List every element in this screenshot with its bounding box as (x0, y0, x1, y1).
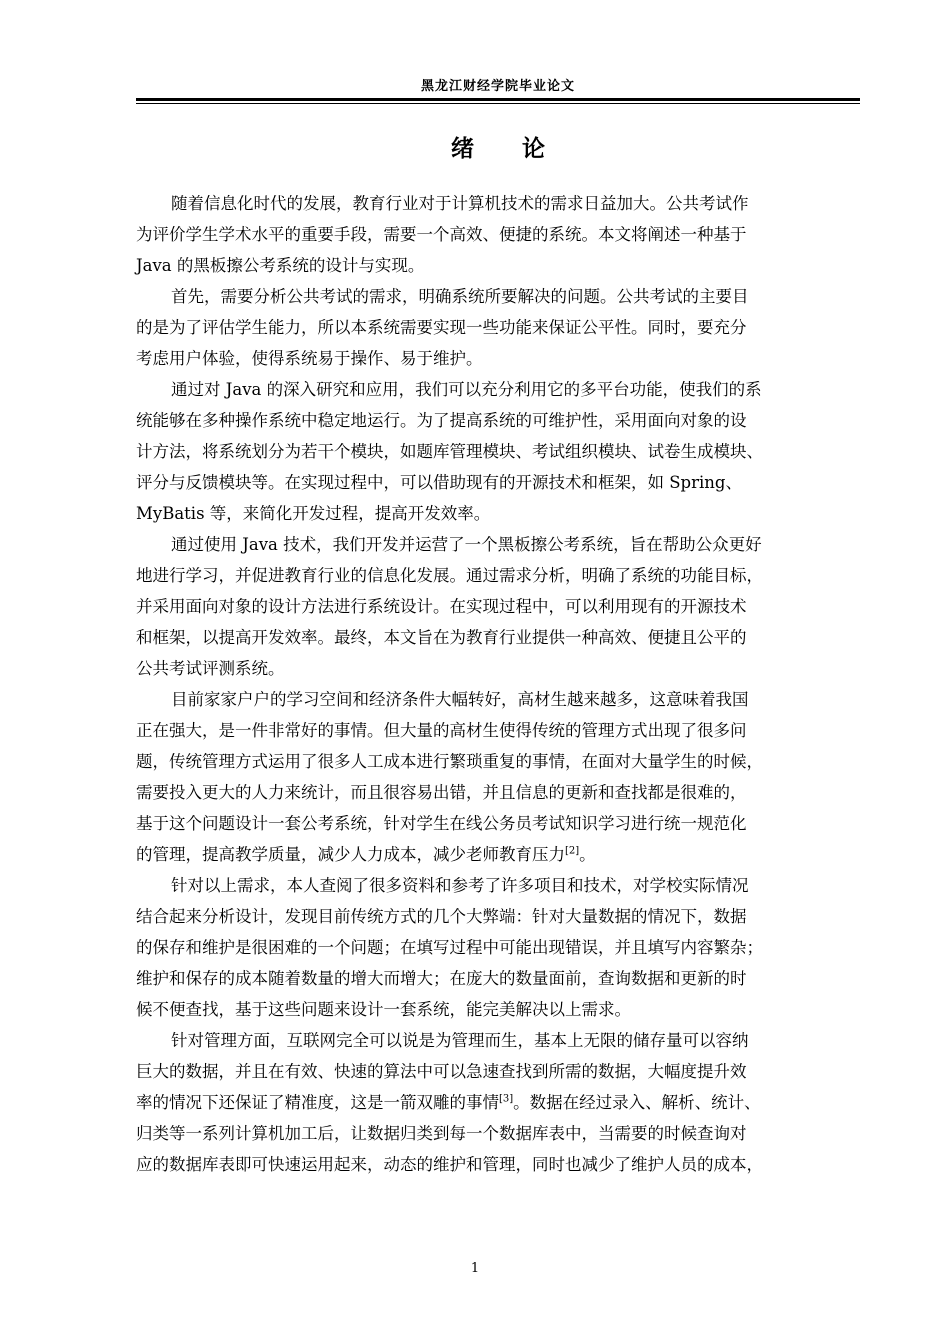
text-segment: 的管理，提高教学质量，减少人力成本，减少老师教育压力 (136, 845, 565, 864)
text-line: 候不便查找，基于这些问题来设计一套系统，能完美解决以上需求。 (136, 1000, 631, 1019)
citation-ref: [3] (499, 1093, 514, 1105)
text-line: 需要投入更大的人力来统计，而且很容易出错，并且信息的更新和查找都是很难的， (136, 783, 747, 802)
text-line: 题，传统管理方式运用了很多人工成本进行繁琐重复的事情，在面对大量学生的时候， (136, 752, 763, 771)
text-line: 随着信息化时代的发展，教育行业对于计算机技术的需求日益加大。公共考试作 (171, 194, 749, 213)
page-header: 黑龙江财经学院毕业论文 (420, 79, 575, 94)
citation-ref: [2] (565, 845, 580, 857)
text-segment: 。数据在经过录入、解析、统计、 (513, 1093, 761, 1112)
text-line: 结合起来分析设计，发现目前传统方式的几个大弊端：针对大量数据的情况下，数据 (136, 907, 747, 926)
paragraph-3 (136, 374, 860, 529)
text-line: 地进行学习，并促进教育行业的信息化发展。通过需求分析，明确了系统的功能目标， (136, 566, 763, 585)
text-line: 目前家家户户的学习空间和经济条件大幅转好，高材生越来越多，这意味着我国 (171, 690, 749, 709)
text-line: 通过使用 Java 技术，我们开发并运营了一个黑板擦公考系统，旨在帮助公众更好 (171, 535, 762, 554)
paragraph-7 (136, 1025, 860, 1180)
text-line: 为评价学生学术水平的重要手段，需要一个高效、便捷的系统。本文将阐述一种基于 (136, 225, 747, 244)
text-line: 统能够在多种操作系统中稳定地运行。为了提高系统的可维护性，采用面向对象的设 (136, 411, 747, 430)
text-line: 并采用面向对象的设计方法进行系统设计。在实现过程中，可以利用现有的开源技术 (136, 597, 747, 616)
text-line: 通过对 Java 的深入研究和应用，我们可以充分利用它的多平台功能，使我们的系 (171, 380, 762, 399)
text-line: MyBatis 等，来简化开发过程，提高开发效率。 (136, 504, 491, 523)
text-line: 针对以上需求，本人查阅了很多资料和参考了许多项目和技术，对学校实际情况 (171, 876, 749, 895)
text-line: 公共考试评测系统。 (136, 659, 285, 678)
text-line: 考虑用户体验，使得系统易于操作、易于维护。 (136, 349, 483, 368)
text-line: 归类等一系列计算机加工后，让数据归类到每一个数据库表中，当需要的时候查询对 (136, 1124, 747, 1143)
paragraph-2 (136, 281, 860, 374)
paragraph-4 (136, 529, 860, 684)
paragraph-1 (136, 188, 860, 281)
text-line: 的保存和维护是很困难的一个问题；在填写过程中可能出现错误，并且填写内容繁杂； (136, 938, 763, 957)
paragraph-5 (136, 684, 860, 870)
text-line (136, 839, 860, 870)
text-line (136, 1087, 860, 1118)
body-text (136, 188, 860, 1180)
text-line: 评分与反馈模块等。在实现过程中，可以借助现有的开源技术和框架，如 Spring、 (136, 473, 742, 492)
text-line: 维护和保存的成本随着数量的增大而增大；在庞大的数量面前，查询数据和更新的时 (136, 969, 747, 988)
text-line: 和框架，以提高开发效率。最终，本文旨在为教育行业提供一种高效、便捷且公平的 (136, 628, 747, 647)
text-line: 基于这个问题设计一套公考系统，针对学生在线公务员考试知识学习进行统一规范化 (136, 814, 747, 833)
text-line: 的是为了评估学生能力，所以本系统需要实现一些功能来保证公平性。同时，要充分 (136, 318, 747, 337)
chapter-title: 绪论 (451, 136, 593, 162)
paragraph-6 (136, 870, 860, 1025)
text-line: Java 的黑板擦公考系统的设计与实现。 (136, 256, 425, 275)
header-rule-thin (136, 103, 860, 104)
text-segment: 。 (579, 845, 596, 864)
text-line: 正在强大，是一件非常好的事情。但大量的高材生使得传统的管理方式出现了很多问 (136, 721, 747, 740)
text-line: 巨大的数据，并且在有效、快速的算法中可以急速查找到所需的数据，大幅度提升效 (136, 1062, 747, 1081)
text-line: 针对管理方面，互联网完全可以说是为管理而生，基本上无限的储存量可以容纳 (171, 1031, 749, 1050)
header-rule-thick (136, 98, 860, 101)
page-number: 1 (470, 1261, 480, 1276)
text-line: 首先，需要分析公共考试的需求，明确系统所要解决的问题。公共考试的主要目 (171, 287, 749, 306)
text-line: 应的数据库表即可快速运用起来，动态的维护和管理，同时也减少了维护人员的成本， (136, 1155, 763, 1174)
text-line: 计方法，将系统划分为若干个模块，如题库管理模块、考试组织模块、试卷生成模块、 (136, 442, 763, 461)
text-segment: 率的情况下还保证了精准度，这是一箭双雕的事情 (136, 1093, 499, 1112)
